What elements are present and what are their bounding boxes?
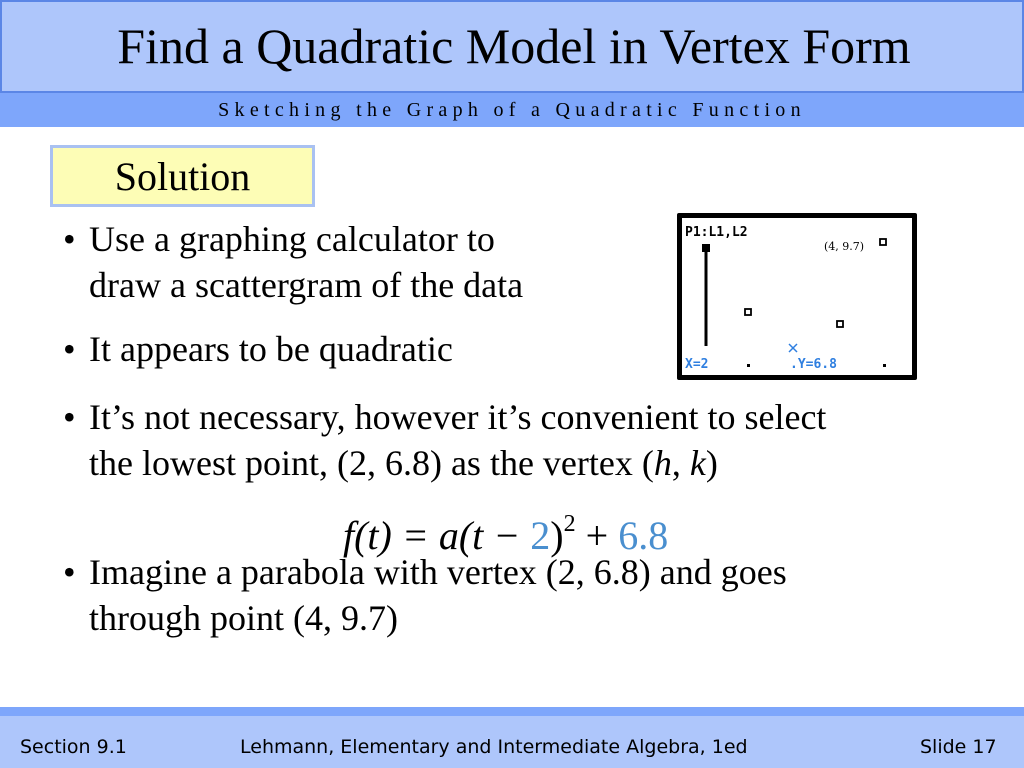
bullet-3-text-prefix: the lowest point, (2, 6.8) as the vertex ( [89,443,654,483]
formula-lhs: f(t) = a(t − [343,513,531,558]
vertex-h-variable: h [653,443,672,483]
bullet-marker: • [63,219,76,259]
x-readout: X=2 [685,357,709,372]
footer-section: Section 9.1 [20,736,127,758]
title-bar [0,0,1024,93]
formula-h-value: 2 [530,513,551,558]
bullet-3-line-1: It’s not necessary, however it’s convenient to select [89,397,827,437]
bullet-2 [63,326,453,372]
scattergram-plot [677,213,917,380]
slide-title: Find a Quadratic Model in Vertex Form [117,18,911,74]
bullet-1 [63,216,523,308]
point-label: (4, 9.7) [824,240,865,253]
formula-close-paren: ) [550,513,564,558]
y-readout: .Y=6.8 [790,357,837,372]
cursor-mark [702,244,710,252]
bullet-marker: • [63,329,76,369]
bullet-marker: • [63,397,76,437]
plot-label: P1:L1,L2 [685,225,748,240]
pixel-dot [747,364,750,367]
bullet-3-comma: , [671,443,690,483]
solution-box [50,145,315,207]
bullet-3-line-2 [89,440,826,486]
bullet-3 [63,394,826,486]
formula-k-value: 6.8 [618,513,669,558]
footer-slide-number: Slide 17 [920,736,997,758]
bullet-1-line-2: draw a scattergram of the data [89,265,524,305]
bullet-4 [63,549,787,641]
bullet-marker: • [63,552,76,592]
formula-exponent: 2 [563,511,576,537]
bullet-4-line-1: Imagine a parabola with vertex (2, 6.8) and goes [89,552,787,592]
solution-label: Solution [114,154,251,199]
formula-plus: + [575,513,619,558]
bullet-1-line-1: Use a graphing calculator to [89,219,495,259]
subtitle-bar [0,93,1024,127]
calculator-screen [677,213,917,380]
bullet-3-text-suffix: ) [705,443,718,483]
bullet-2-line-1: It appears to be quadratic [89,329,453,369]
slide-subtitle: Sketching the Graph of a Quadratic Function [218,99,806,121]
pixel-dot [883,364,886,367]
vertex-k-variable: k [689,443,706,483]
bullet-4-line-2: through point (4, 9.7) [89,598,398,638]
footer-book-title: Lehmann, Elementary and Intermediate Algebra, 1ed [240,736,748,758]
